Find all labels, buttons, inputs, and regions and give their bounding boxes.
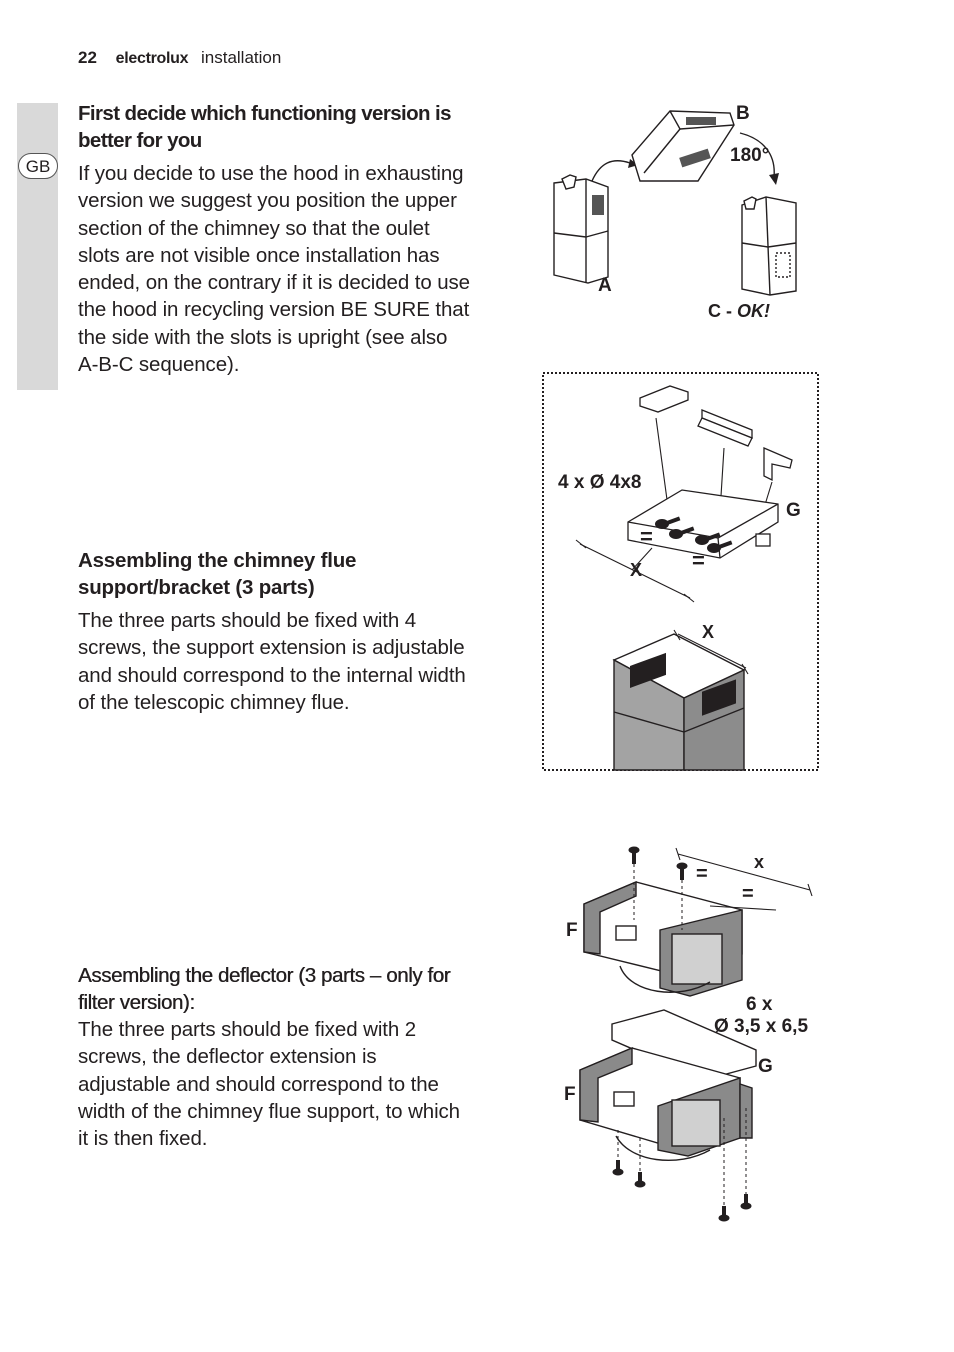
language-badge: GB xyxy=(18,153,58,179)
screws-spec-line2: Ø 3,5 x 6,5 xyxy=(714,1016,809,1037)
chimney-section-c xyxy=(742,197,796,295)
figure-deflector xyxy=(560,838,824,1230)
label-f-bottom: F xyxy=(564,1084,576,1105)
deflector-top xyxy=(584,882,742,996)
section-body: The three parts should be fixed with 4 screws, the support extension is adjustable and should correspond to the internal width of the telescopic chimney flue. xyxy=(78,609,466,714)
page-header xyxy=(78,48,281,68)
screws-spec-line1: 6 x xyxy=(746,994,773,1015)
equals-sign: = xyxy=(692,548,705,573)
label-g: G xyxy=(786,500,801,521)
figure-support-bracket xyxy=(542,372,820,772)
label-g: G xyxy=(758,1056,773,1077)
section-title: Assembling the chimney flue support/bracket (3 parts) xyxy=(78,549,357,599)
label-c: C - OK! xyxy=(708,301,770,321)
section-chimney-support xyxy=(78,547,470,716)
section-deflector xyxy=(78,962,470,1152)
section-body: The three parts should be fixed with 2 screws, the deflector extension is adjustable and should correspond to the width of the chimney flue support, to which it is then fixed. xyxy=(78,1018,460,1151)
language-side-tab xyxy=(17,103,58,390)
label-b: B xyxy=(736,103,750,124)
section-title: Assembling the deflector (3 parts – only for filter version): xyxy=(78,964,451,1014)
section-name: installation xyxy=(200,48,282,67)
chimney-section-a xyxy=(554,159,638,283)
brand-name: electrolux xyxy=(115,50,189,67)
label-x-bottom: X xyxy=(630,560,643,580)
section-title: First decide which functioning version is better for you xyxy=(78,102,451,152)
section-body: If you decide to use the hood in exhausting version we suggest you position the upper section of the chimney so that the oulet slots are not visible once installation has ended, on the contrary if it is decided to use the hood in recycling version BE SURE that the side with the slots is upright (see also A-B-C sequence). xyxy=(78,162,470,377)
figure-chimney-rotation xyxy=(540,95,810,325)
equals-sign: = xyxy=(640,524,653,549)
label-f-top: F xyxy=(566,920,578,941)
label-x-top: X xyxy=(702,622,715,642)
equals-sign: = xyxy=(696,863,708,885)
screws-spec: 4 x Ø 4x8 xyxy=(558,472,642,493)
equals-sign: = xyxy=(742,883,754,905)
label-angle: 180° xyxy=(730,145,770,166)
section-functioning-version xyxy=(78,100,470,378)
label-a: A xyxy=(598,275,612,296)
chimney-flue-top xyxy=(614,634,744,770)
label-x: x xyxy=(754,852,765,872)
page-number: 22 xyxy=(78,48,97,67)
